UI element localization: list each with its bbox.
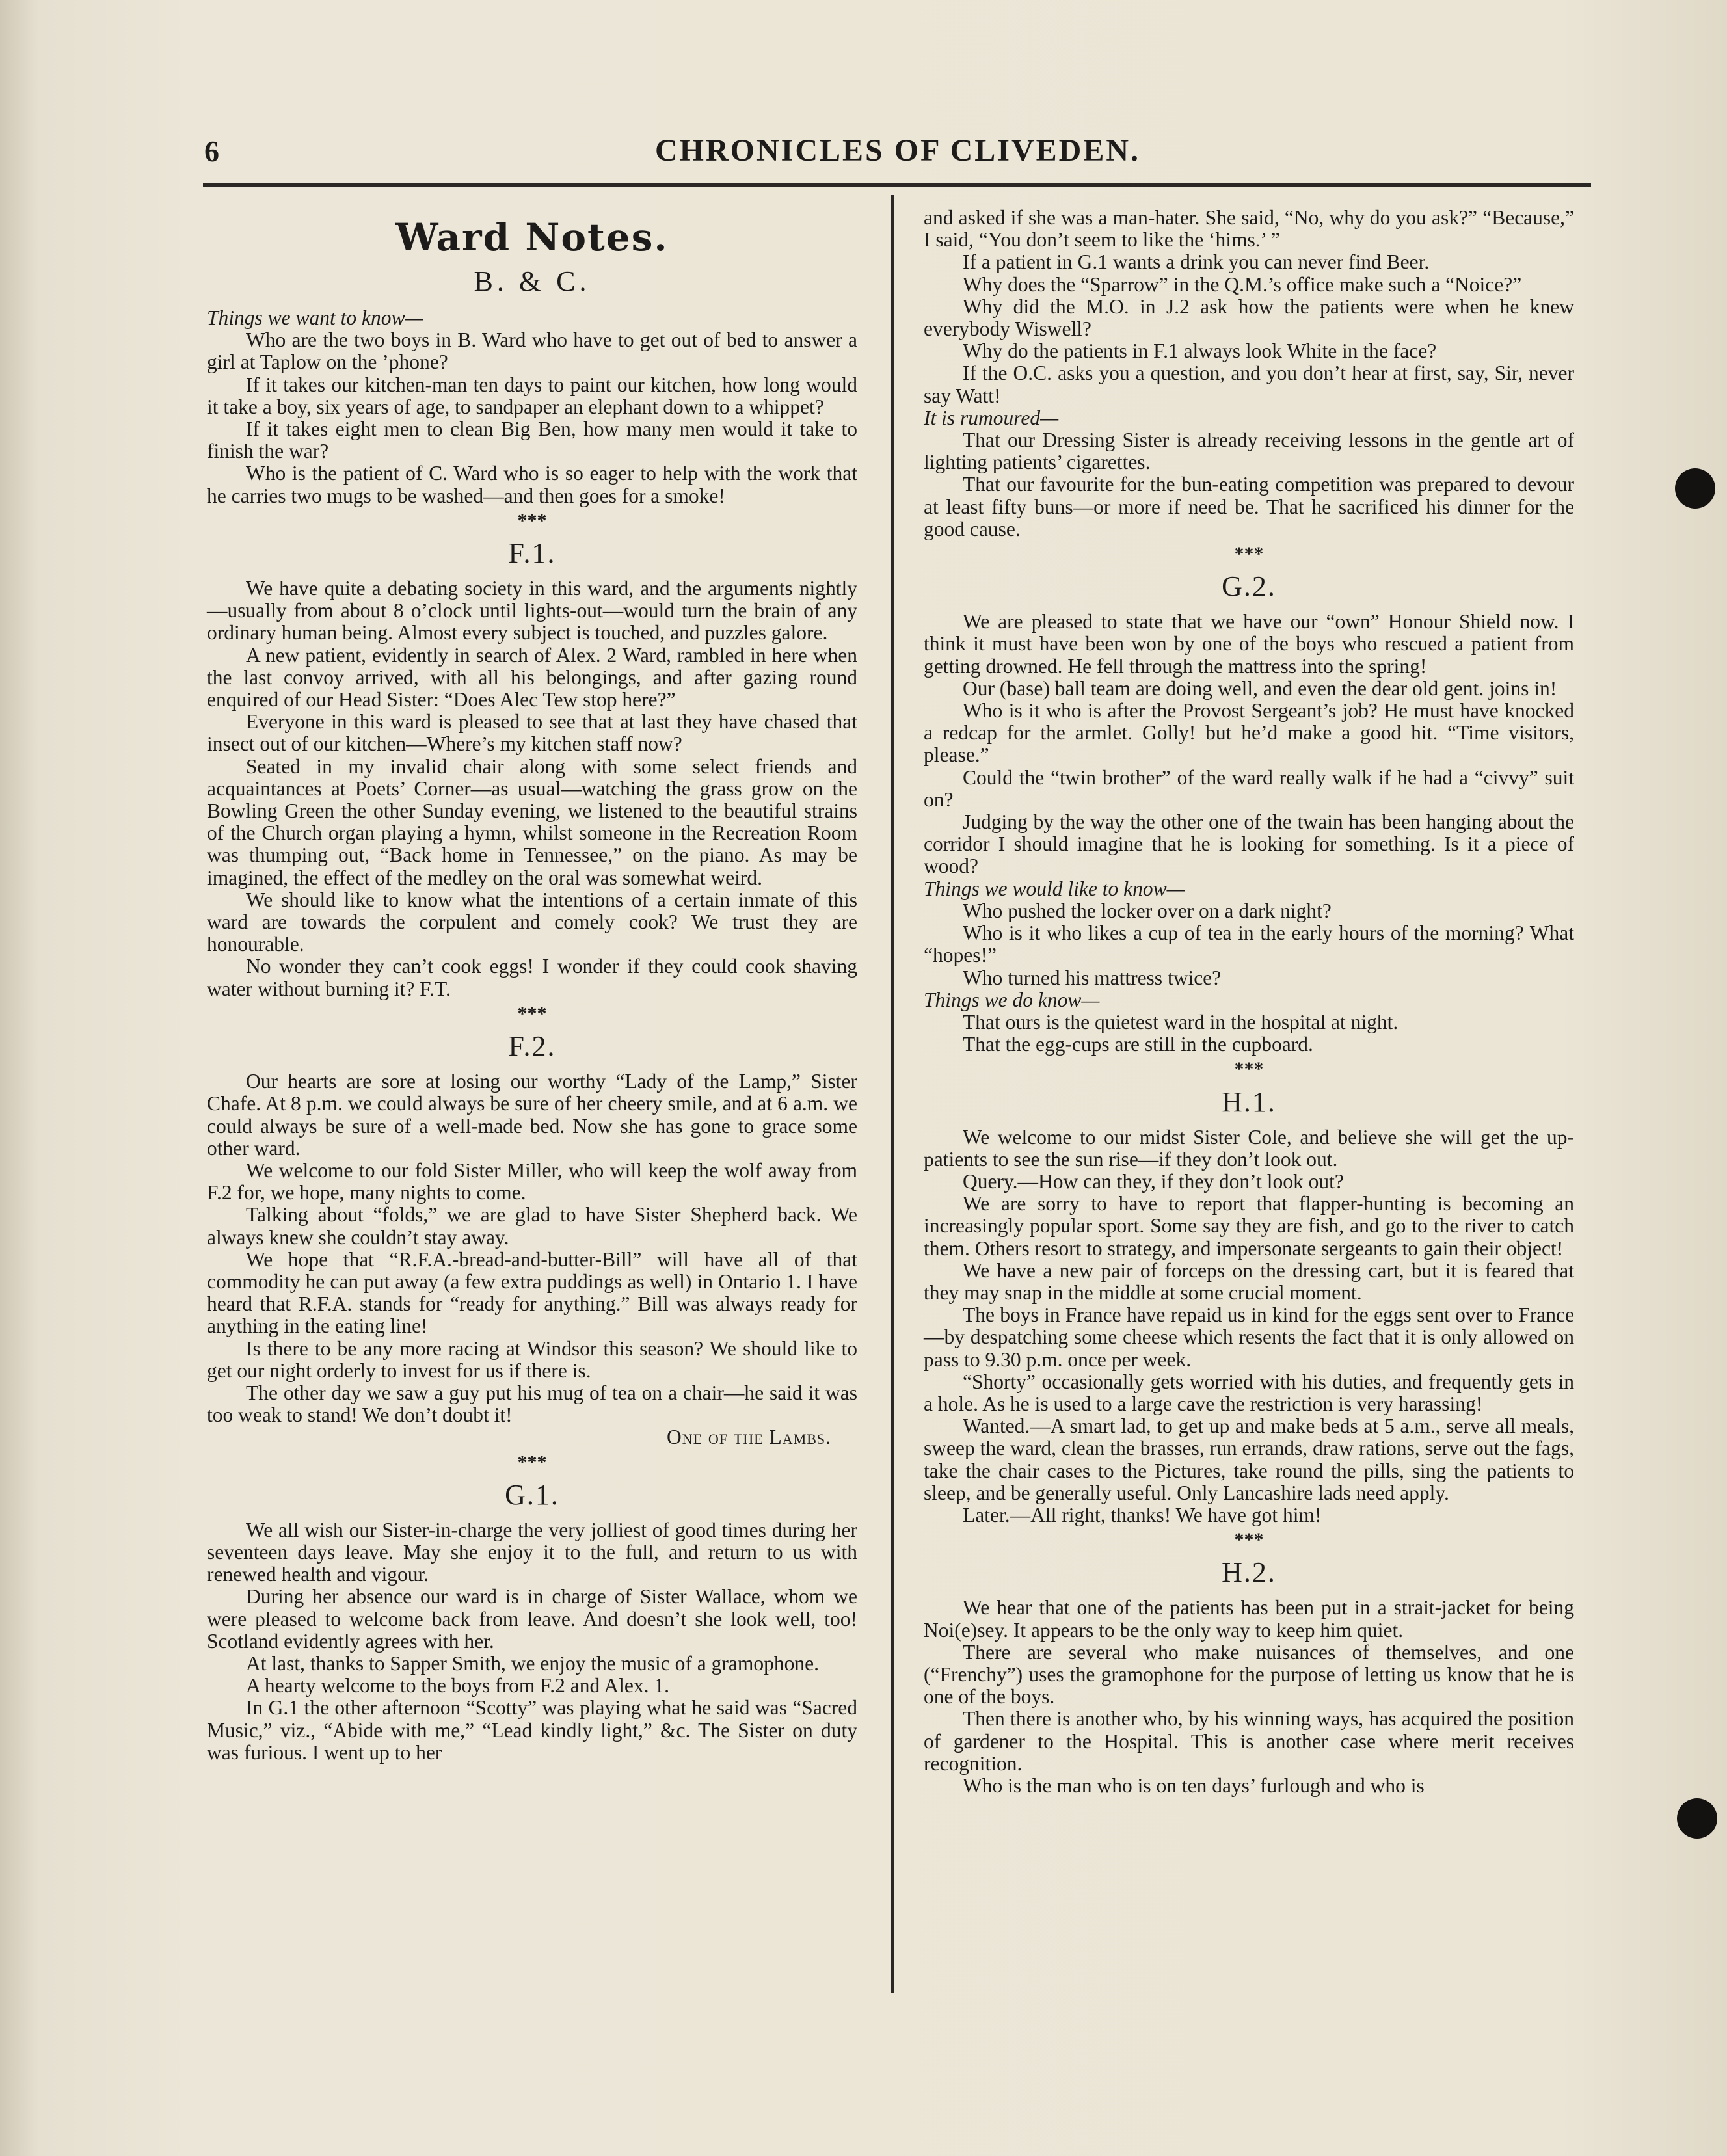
section-separator: *** — [1234, 1058, 1264, 1080]
subheading-italic: Things we want to know— — [207, 306, 423, 329]
paragraph: We hear that one of the patients has been put in a strait-jacket for being Noi(e)sey. It appears to be the only way to keep him quiet. — [924, 1596, 1574, 1642]
paragraph: If the O.C. asks you a question, and you don’t hear at first, say, Sir, never say Watt! — [924, 362, 1574, 407]
page-header — [202, 130, 1594, 182]
paragraph: We are sorry to have to report that flapper-hunting is becoming an increasingly popular sport. Some say they are fish, and go to the river to catch them. Others resort to strategy, and impersonate sergeants to gain their object! — [924, 1192, 1574, 1260]
section-separator: *** — [517, 1451, 547, 1473]
paragraph: Talking about “folds,” we are glad to have Sister Shepherd back. We always knew she couldn’t stay away. — [207, 1203, 857, 1249]
paragraph: Seated in my invalid chair along with some select friends and acquaintances at Poets’ Corner—as usual—watching the grass grow on the Bowling Green the other Sunday evening, we listened to the beautiful strains of the Church organ playing a hymn, whilst someone in the Recreation Room was thumping out, “Back home in Tennessee,” on the piano. As may be imagined, the effect of the medley on the oral was somewhat weird. — [207, 754, 857, 889]
paragraph: We have a new pair of forceps on the dressing cart, but it is feared that they may snap in the middle at some crucial moment. — [924, 1258, 1574, 1304]
ward-heading: G.1. — [505, 1478, 559, 1511]
binding-hole — [1675, 468, 1715, 509]
paragraph: If it takes our kitchen-man ten days to paint our kitchen, how long would it take a boy, six years of age, to sandpaper an elephant down to a whippet? — [207, 373, 857, 418]
section-separator: *** — [1234, 1529, 1264, 1551]
right-column — [924, 207, 1574, 1797]
paragraph: A new patient, evidently in search of Alex. 2 Ward, rambled in here when the last convoy arrived, with all his belongings, and after gazing round enquired of our Head Sister: “Does Alec Tew stop here?” — [207, 643, 857, 712]
ward-heading-b-c: B. & C. — [474, 265, 591, 297]
paragraph: Our (base) ball team are doing well, and even the dear old gent. joins in! — [963, 676, 1557, 700]
paragraph: Who is the patient of C. Ward who is so eager to help with the work that he carries two mugs to be washed—and then goes for a smoke! — [207, 462, 857, 507]
ward-heading: H.2. — [1222, 1556, 1276, 1589]
paragraph: Query.—How can they, if they don’t look out? — [963, 1169, 1344, 1193]
paragraph: We are pleased to state that we have our “own” Honour Shield now. I think it must have been won by one of the boys who rescued a patient from getting drowned. He fell through the mattress into the spring! — [924, 610, 1574, 678]
paragraph: Why does the “Sparrow” in the Q.M.’s office make such a “Noice?” — [963, 273, 1522, 296]
paragraph: We welcome to our midst Sister Cole, and believe she will get the up-patients to see the sun rise—if they don’t look out. — [924, 1125, 1574, 1171]
section-separator: *** — [517, 1002, 547, 1024]
ward-heading: H.1. — [1222, 1085, 1276, 1118]
paragraph: That ours is the quietest ward in the hospital at night. — [963, 1010, 1399, 1033]
ward-heading: F.2. — [508, 1030, 556, 1063]
paragraph: We hope that “R.F.A.-bread-and-butter-Bill” will have all of that commodity he can put away (a few extra puddings as well) in Ontario 1. I have heard that R.F.A. stands for “ready for anything.” Bill was always ready for anything in the eating line! — [207, 1247, 857, 1338]
paragraph: Later.—All right, thanks! We have got him! — [963, 1503, 1322, 1526]
paragraph: If it takes eight men to clean Big Ben, how many men would it take to finish the war? — [207, 418, 857, 463]
paragraph: Who are the two boys in B. Ward who have to get out of bed to answer a girl at Taplow on the ’phone? — [207, 328, 857, 374]
header-rule — [203, 183, 1591, 187]
paragraph: Why did the M.O. in J.2 ask how the patients were when he knew everybody Wiswell? — [924, 295, 1574, 341]
paragraph: We should like to know what the intentions of a certain inmate of this ward are towards the corpulent and comely cook? We trust they are honourable. — [207, 888, 857, 956]
paragraph: There are several who make nuisances of themselves, and one (“Frenchy”) uses the gramophone for the purpose of letting us know that he is one of the boys. — [924, 1640, 1574, 1709]
paragraph: The boys in France have repaid us in kind for the eggs sent over to France—by despatching some cheese which resents the fact that it is only allowed on pass to 9.30 p.m. once per week. — [924, 1303, 1574, 1371]
paragraph: Who turned his mattress twice? — [963, 966, 1222, 989]
running-title: CHRONICLES OF CLIVEDEN. — [655, 133, 1140, 168]
ward-heading: G.2. — [1222, 570, 1276, 603]
paragraph: That the egg-cups are still in the cupboard. — [963, 1033, 1313, 1056]
paragraph: Who is it who is after the Provost Sergeant’s job? He must have knocked a redcap for the armlet. Golly! but he’d make a good hit. “Time visitors, please.” — [924, 699, 1574, 767]
paragraph: Who pushed the locker over on a dark night? — [963, 899, 1332, 922]
paragraph: No wonder they can’t cook eggs! I wonder if they could cook shaving water without burning it? F.T. — [207, 955, 857, 1000]
paragraph: Everyone in this ward is pleased to see that at last they have chased that insect out of our kitchen—Where’s my kitchen staff now? — [207, 710, 857, 756]
paragraph: Judging by the way the other one of the twain has been hanging about the corridor I should imagine that he is looking for something. Is it a piece of wood? — [924, 810, 1574, 878]
left-column-body — [207, 307, 857, 1764]
paragraph: Who is the man who is on ten days’ furlough and who is — [963, 1774, 1425, 1797]
page-number: 6 — [204, 135, 219, 168]
paragraph: Then there is another who, by his winning ways, has acquired the position of gardener to the Hospital. This is another case where merit receives recognition. — [924, 1707, 1574, 1775]
paragraph: “Shorty” occasionally gets worried with his duties, and frequently gets in a hole. As he is used to a large cave the restriction is very harassing! — [924, 1370, 1574, 1415]
paragraph: That our Dressing Sister is already receiving lessons in the gentle art of lighting patients’ cigarettes. — [924, 429, 1574, 474]
paragraph: If a patient in G.1 wants a drink you can never find Beer. — [963, 250, 1430, 274]
paragraph: Wanted.—A smart lad, to get up and make beds at 5 a.m., serve all meals, sweep the ward, clean the brasses, run errands, draw rations, serve out the fags, take the chair cases to the Pictures, take round the pills, sing the patients to sleep, and be generally useful. Only Lancashire lads need apply. — [924, 1415, 1574, 1504]
paragraph: During her absence our ward is in charge of Sister Wallace, whom we were pleased to welcome back from leave. And doesn’t she look well, too! Scotland evidently agrees with her. — [207, 1585, 857, 1653]
paragraph: That our favourite for the bun-eating competition was prepared to devour at least fifty buns—or more if need be. That he sacrificed his dinner for the good cause. — [924, 473, 1574, 540]
section-separator: *** — [1234, 543, 1264, 565]
paragraph: Is there to be any more racing at Windsor this season? We should like to get our night orderly to invest for us if there is. — [207, 1337, 857, 1382]
paragraph: The other day we saw a guy put his mug of tea on a chair—he said it was too weak to stand! We don’t doubt it! — [207, 1381, 857, 1427]
section-separator: *** — [517, 509, 547, 531]
column-divider — [891, 195, 894, 1993]
section-title: Ward Notes. — [395, 215, 669, 260]
paragraph: Why do the patients in F.1 always look White in the face? — [963, 339, 1437, 363]
paragraph: In G.1 the other afternoon “Scotty” was playing what he said was “Sacred Music,” viz., “Abide with me,” “Lead kindly light,” &c. The Sister on duty was furious. I went up to her — [207, 1696, 857, 1764]
ward-heading: F.1. — [508, 537, 556, 570]
paragraph: A hearty welcome to the boys from F.2 and Alex. 1. — [246, 1674, 669, 1697]
right-column-body — [924, 207, 1574, 1797]
paragraph: At last, thanks to Sapper Smith, we enjoy the music of a gramophone. — [246, 1651, 819, 1675]
subheading-italic: Things we would like to know— — [924, 877, 1185, 900]
paragraph: Could the “twin brother” of the ward really walk if he had a “civvy” suit on? — [924, 765, 1574, 811]
paragraph: Our hearts are sore at losing our worthy “Lady of the Lamp,” Sister Chafe. At 8 p.m. we could always be sure of her cheery smile, and at 6 a.m. we could always be sure of a well-made bed. Now she has gone to grace some other ward. — [207, 1070, 857, 1160]
paragraph: We welcome to our fold Sister Miller, who will keep the wolf away from F.2 for, we hope, many nights to come. — [207, 1158, 857, 1204]
paragraph: and asked if she was a man-hater. She said, “No, why do you ask?” “Because,” I said, “You don’t seem to like the ‘hims.’ ” — [924, 206, 1574, 252]
binding-hole — [1677, 1798, 1717, 1839]
signature: One of the Lambs. — [666, 1426, 831, 1449]
left-column — [207, 207, 857, 1764]
subheading-italic: It is rumoured— — [924, 406, 1059, 429]
paragraph: We all wish our Sister-in-charge the very jolliest of good times during her seventeen days leave. May she enjoy it to the full, and return to us with renewed health and vigour. — [207, 1518, 857, 1586]
paragraph: Who is it who likes a cup of tea in the early hours of the morning? What “hopes!” — [924, 922, 1574, 967]
subheading-italic: Things we do know— — [924, 988, 1100, 1011]
paragraph: We have quite a debating society in this ward, and the arguments nightly—usually from about 8 o’clock until lights-out—would turn the brain of any ordinary human being. Almost every subject is touched, and puzzles galore. — [207, 577, 857, 645]
